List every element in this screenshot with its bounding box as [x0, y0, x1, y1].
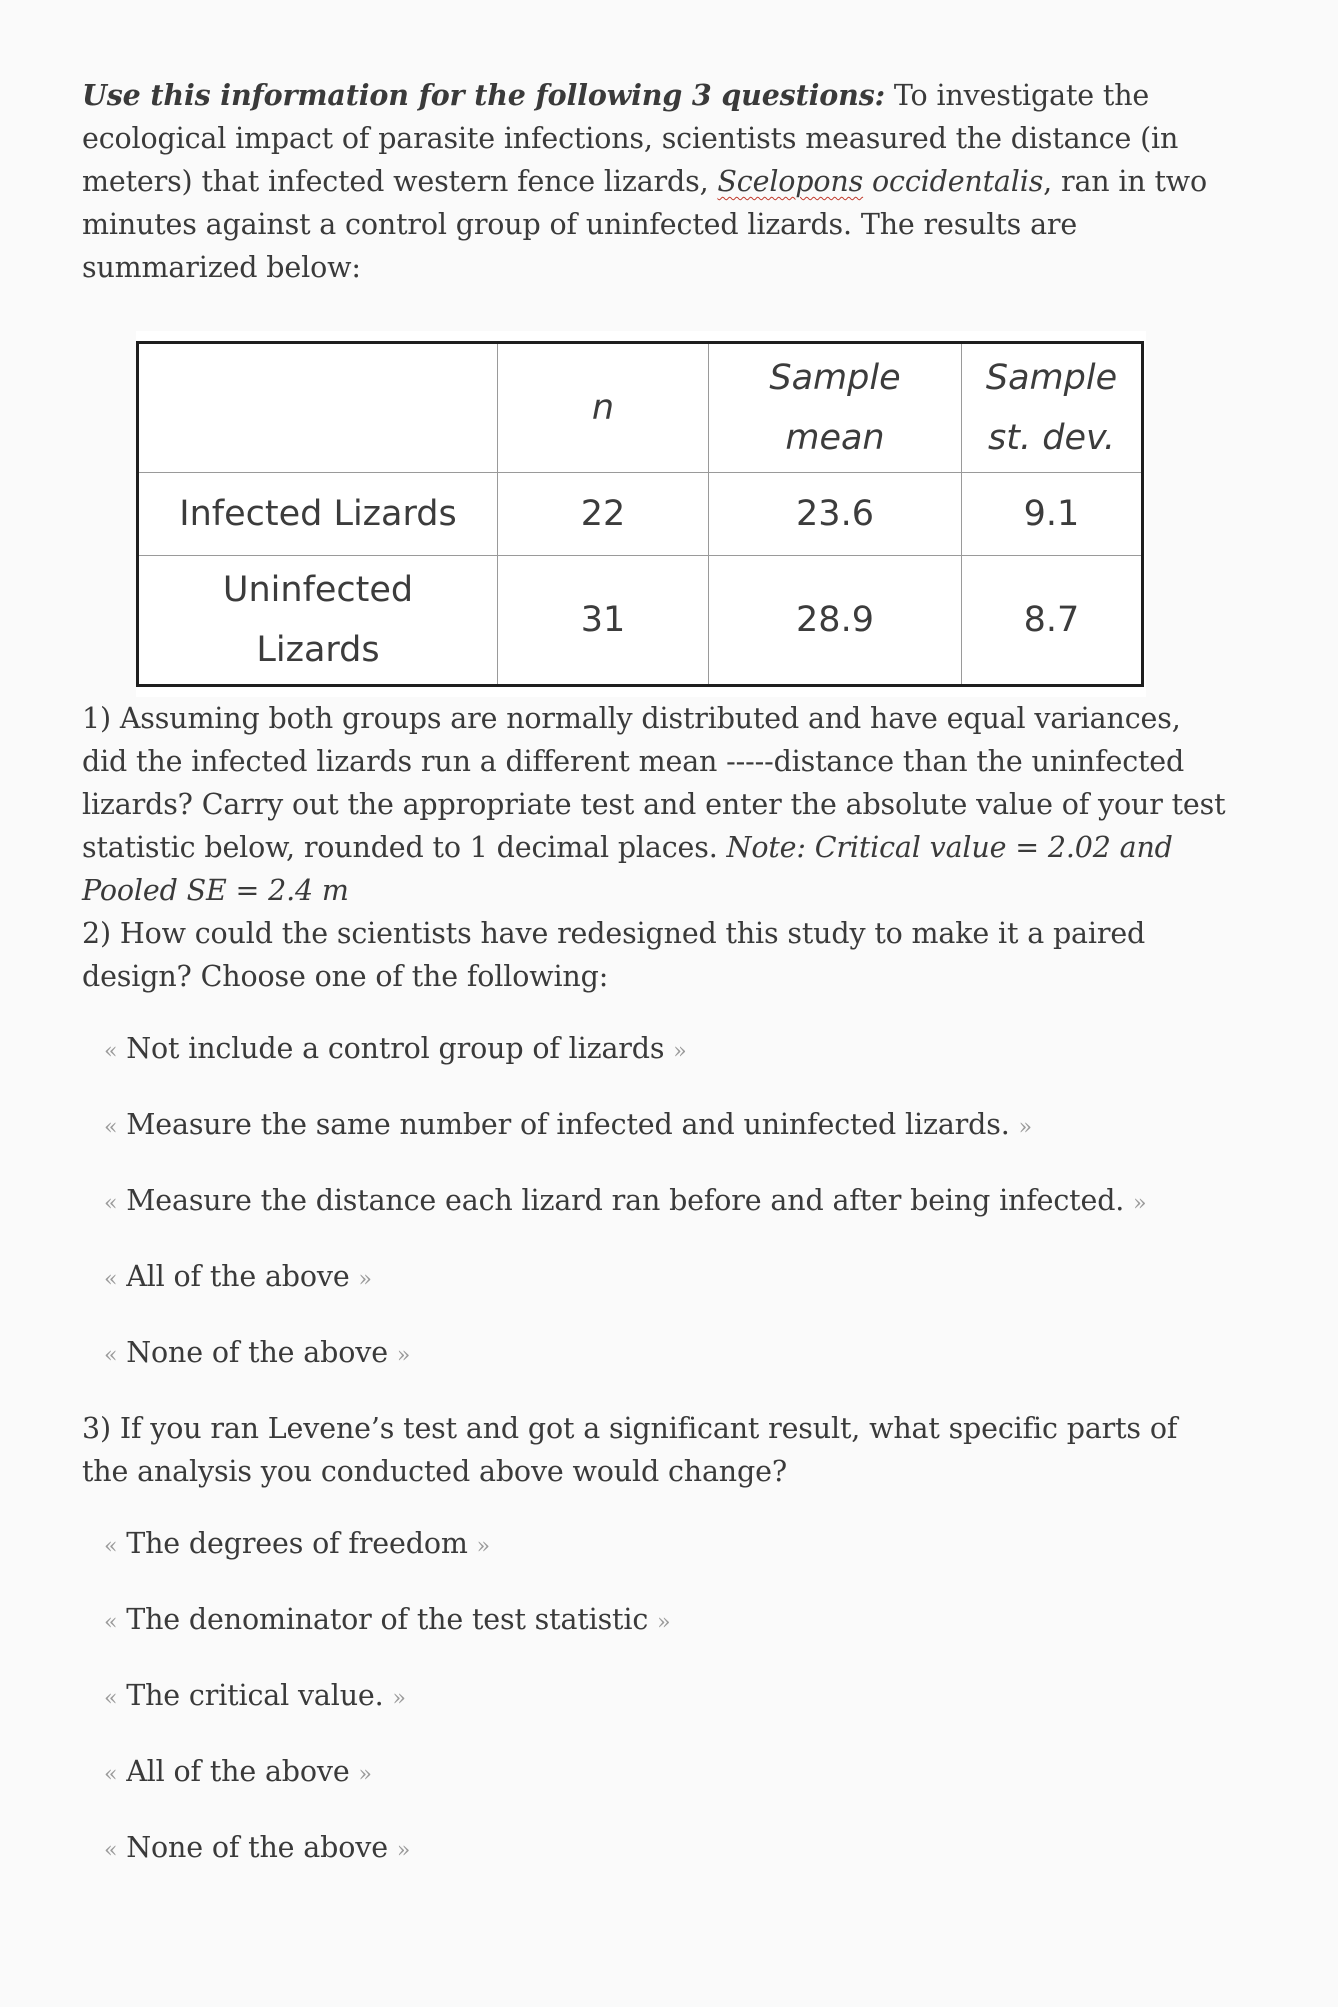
species-epithet: occidentalis: [863, 165, 1044, 198]
quote-close-glyph: »: [476, 1534, 490, 1559]
quote-close-glyph: »: [657, 1610, 671, 1635]
table-header-row: [138, 343, 1143, 473]
summary-table-container: [136, 331, 1146, 697]
answer-option[interactable]: [104, 1179, 1232, 1225]
quote-open-glyph: «: [104, 1115, 118, 1140]
quote-close-glyph: »: [392, 1686, 406, 1711]
answer-option-label: None of the above: [126, 1336, 388, 1369]
answer-option-label: The critical value.: [126, 1679, 384, 1712]
quote-open-glyph: «: [104, 1191, 118, 1216]
question-2: 2) How could the scientists have redesigned this study to make it a paired design? Choose one of the following:: [82, 917, 1146, 993]
row-label: Infected Lizards: [138, 473, 498, 556]
quote-open-glyph: «: [104, 1343, 118, 1368]
summary-table: [136, 341, 1144, 687]
quote-close-glyph: »: [1133, 1191, 1147, 1216]
cell-mean: 23.6: [709, 473, 962, 556]
question-3: 3) If you ran Levene’s test and got a significant result, what specific parts of the analysis you conducted above would change?: [82, 1412, 1178, 1488]
answer-option[interactable]: [104, 1331, 1232, 1377]
quote-close-glyph: »: [396, 1343, 411, 1368]
answer-option-label: All of the above: [126, 1755, 350, 1788]
question-1: [82, 697, 1232, 912]
answer-option-label: Measure the distance each lizard ran before and after being infected.: [126, 1184, 1125, 1217]
answer-option-label: The denominator of the test statistic: [126, 1603, 649, 1636]
answer-option-label: None of the above: [126, 1831, 388, 1864]
table-header-sd: Sample st. dev.: [962, 343, 1143, 473]
quote-open-glyph: «: [104, 1686, 118, 1711]
quote-open-glyph: «: [104, 1534, 118, 1559]
question-2-options: [104, 1027, 1232, 1377]
cell-sd: 9.1: [962, 473, 1143, 556]
answer-option-label: Measure the same number of infected and uninfected lizards.: [126, 1108, 1010, 1141]
answer-option[interactable]: [104, 1103, 1232, 1149]
species-genus: Scelopons: [717, 165, 864, 198]
intro-label: Use this information for the following 3 questions:: [82, 78, 885, 112]
answer-option[interactable]: [104, 1255, 1232, 1301]
answer-option-label: Not include a control group of lizards: [126, 1032, 665, 1065]
question-1-note-label: Note: [726, 831, 797, 864]
answer-option[interactable]: [104, 1826, 1232, 1872]
cell-mean: 28.9: [709, 556, 962, 686]
quote-open-glyph: «: [104, 1039, 118, 1064]
question-3-options: [104, 1522, 1232, 1872]
question-1-text: 1) Assuming both groups are normally distributed and have equal variances, did the infected lizards run a different mean -----distance than the uninfected lizards? Carry out the appropriate test and enter the absolute value of your test statistic below, rounded to 1 decimal places.: [82, 702, 1226, 864]
answer-option[interactable]: [104, 1522, 1232, 1568]
answer-option[interactable]: [104, 1598, 1232, 1644]
cell-n: 22: [498, 473, 709, 556]
answer-option-label: The degrees of freedom: [126, 1527, 468, 1560]
answer-option[interactable]: [104, 1027, 1232, 1073]
answer-option-label: All of the above: [126, 1260, 350, 1293]
table-row: [138, 556, 1143, 686]
quote-open-glyph: «: [104, 1838, 118, 1863]
cell-n: 31: [498, 556, 709, 686]
answer-option[interactable]: [104, 1750, 1232, 1796]
table-header-n: n: [498, 343, 709, 473]
quote-close-glyph: »: [358, 1267, 372, 1292]
cell-sd: 8.7: [962, 556, 1143, 686]
table-header-empty: [138, 343, 498, 473]
quote-close-glyph: »: [396, 1838, 411, 1863]
row-label: Uninfected Lizards: [138, 556, 498, 686]
document-body: [82, 74, 1232, 1902]
quote-open-glyph: «: [104, 1610, 118, 1635]
quote-close-glyph: »: [673, 1039, 687, 1064]
intro-text-end: , ran in two minutes against a control group of uninfected lizards. The results are summarized below:: [82, 165, 1208, 284]
quote-open-glyph: «: [104, 1762, 118, 1787]
intro-paragraph: [82, 74, 1232, 289]
answer-option[interactable]: [104, 1674, 1232, 1720]
table-row: [138, 473, 1143, 556]
quote-close-glyph: »: [1018, 1115, 1032, 1140]
intro-text: To investigate the ecological impact of parasite infections, scientists measured the distance (in meters) that infected western fence lizards,: [82, 79, 1179, 198]
question-1-note-text: : Critical value = 2.02 and Pooled SE = 2.4 m: [82, 831, 1173, 907]
quote-open-glyph: «: [104, 1267, 118, 1292]
quote-close-glyph: »: [358, 1762, 372, 1787]
species-name: [717, 165, 1043, 198]
table-header-mean: Sample mean: [709, 343, 962, 473]
